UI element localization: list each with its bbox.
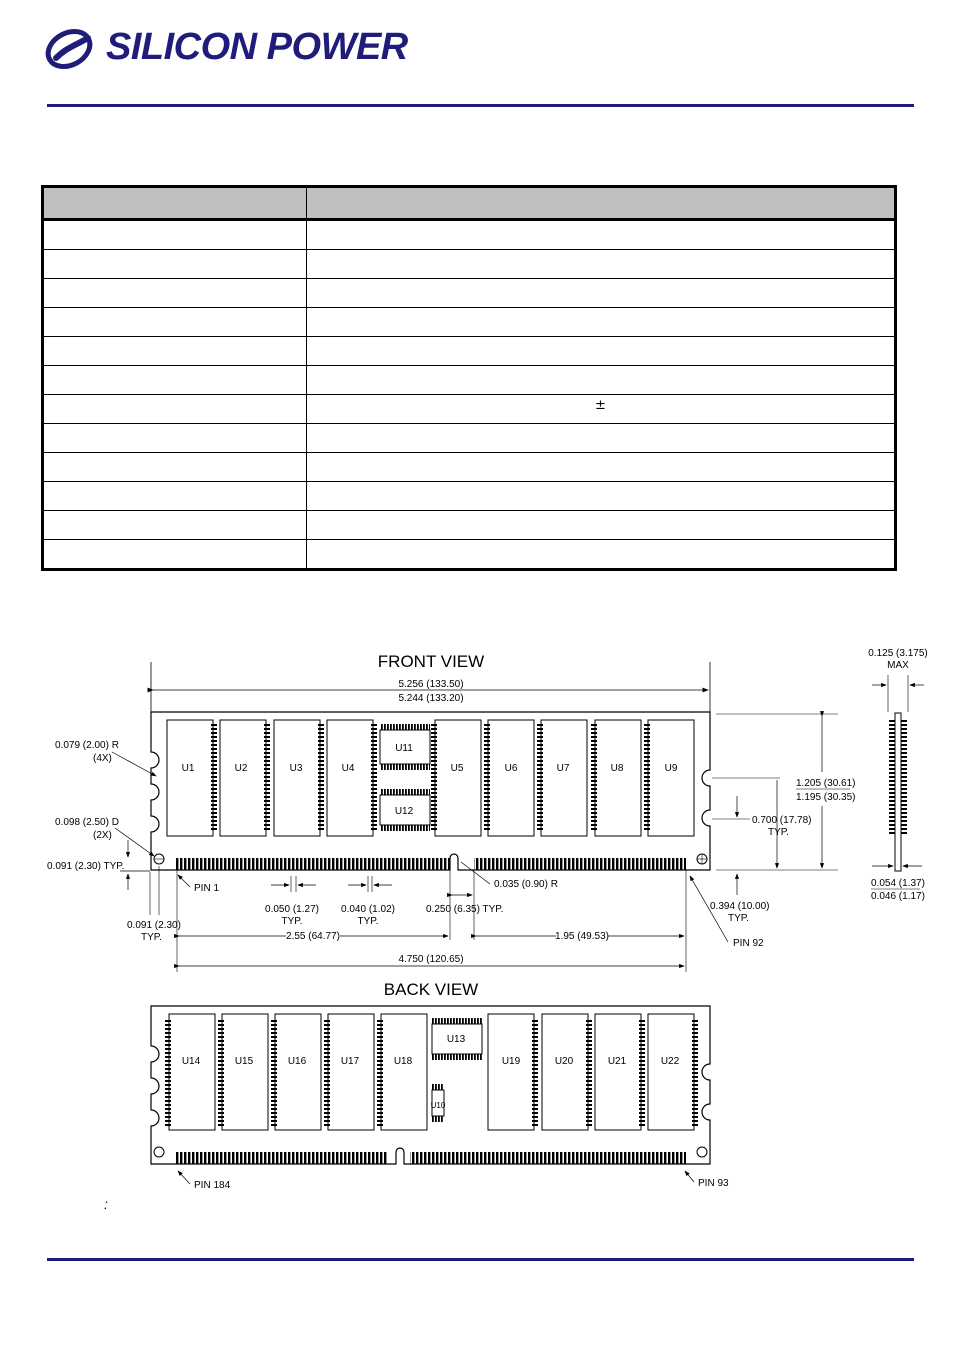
dram-chip: [169, 1014, 215, 1130]
dram-chip: [595, 1014, 641, 1130]
back-view-title: BACK VIEW: [383, 980, 479, 999]
height-max-label: 1.205 (30.61): [796, 778, 856, 789]
dram-chip: [488, 1014, 534, 1130]
chip-label: U5: [450, 763, 464, 774]
key-radius-label: 0.035 (0.90) R: [494, 879, 558, 890]
chip-leads: [264, 724, 270, 832]
dram-chip: [275, 1014, 321, 1130]
front-pins-left: [175, 858, 451, 870]
dram-chip: [541, 720, 587, 836]
hole-diameter-label: 0.098 (2.50) D: [55, 817, 119, 828]
chip-label: U14: [181, 1056, 201, 1067]
chip-leads: [639, 1018, 645, 1126]
hole-height-typ: TYP.: [768, 827, 789, 838]
chip-label: U17: [340, 1056, 360, 1067]
chip-leads: [318, 724, 324, 832]
back-pins-right: [410, 1152, 686, 1164]
dram-chip: [488, 720, 534, 836]
pcb-max-label: 0.054 (1.37): [871, 878, 925, 889]
note-mark: :: [104, 1196, 108, 1212]
back-pins-left: [175, 1152, 387, 1164]
chip-leads: [692, 1018, 698, 1126]
side-chip-back: [901, 720, 907, 836]
thickness-max-label: 0.125 (3.175): [868, 648, 928, 659]
chip-label: U11: [395, 743, 413, 754]
chip-label: U8: [610, 763, 624, 774]
chip-label: U12: [394, 806, 414, 817]
front-view-title: FRONT VIEW: [377, 652, 485, 671]
chip-leads: [324, 1018, 330, 1126]
chip-label: U7: [556, 763, 570, 774]
edge-offset-bottom-typ: TYP.: [141, 932, 162, 943]
dim-width-max: 5.256 (133.50): [398, 679, 464, 690]
chip-leads: [211, 724, 217, 832]
front-pins-right: [474, 858, 686, 870]
chip-label: U9: [664, 763, 678, 774]
dram-chip: [222, 1014, 268, 1130]
dram-chip: [167, 720, 213, 836]
mount-hole: [697, 1147, 707, 1157]
chip-leads: [380, 724, 430, 730]
chip-leads: [432, 1116, 444, 1122]
pin-pitch-typ: TYP.: [281, 916, 303, 927]
chip-leads: [380, 825, 430, 831]
side-pcb: [895, 713, 901, 871]
chip-leads: [432, 1018, 482, 1024]
hole-height-label: 0.700 (17.78): [752, 815, 812, 826]
pin-height-label: 0.394 (10.00): [710, 901, 770, 912]
chip-leads: [537, 724, 543, 832]
side-chip-front: [889, 720, 895, 836]
chip-leads: [380, 789, 430, 795]
pin92-label: PIN 92: [733, 938, 764, 949]
chip-label: U16: [287, 1056, 307, 1067]
dram-chip: [220, 720, 266, 836]
chip-label: U3: [289, 763, 303, 774]
dim-width-min: 5.244 (133.20): [398, 693, 464, 704]
chip-label: U15: [234, 1056, 254, 1067]
chip-label: U19: [501, 1056, 521, 1067]
mount-hole: [154, 1147, 164, 1157]
pin-width-label: 0.040 (1.02): [341, 904, 395, 915]
hole-diameter-count: (2X): [93, 830, 112, 841]
brand-name: SILICON POWER: [106, 26, 408, 68]
chip-leads: [591, 724, 597, 832]
chip-leads: [431, 724, 437, 832]
dram-chip: [542, 1014, 588, 1130]
chip-label: U20: [554, 1056, 574, 1067]
chip-leads: [377, 1018, 383, 1126]
edge-offset-bottom: 0.091 (2.30): [127, 920, 181, 931]
chip-leads: [644, 724, 650, 832]
height-min-label: 1.195 (30.35): [796, 792, 856, 803]
pcb-min-label: 0.046 (1.17): [871, 891, 925, 902]
chip-leads: [380, 764, 430, 770]
chip-leads: [218, 1018, 224, 1126]
chip-leads: [271, 1018, 277, 1126]
pin-height-typ: TYP.: [728, 913, 749, 924]
pin1-label: PIN 1: [194, 883, 220, 894]
dram-chip: [381, 1014, 427, 1130]
dram-chip: [648, 1014, 694, 1130]
chip-label: U10: [430, 1101, 446, 1110]
chip-label: U21: [607, 1056, 627, 1067]
chip-leads: [432, 1054, 482, 1060]
dram-chip: [648, 720, 694, 836]
chip-label: U22: [660, 1056, 680, 1067]
pin184-label: PIN 184: [194, 1180, 231, 1191]
pin-width-typ: TYP.: [357, 916, 379, 927]
chip-leads: [432, 1084, 444, 1090]
dram-chip: [328, 1014, 374, 1130]
back-pcb-outline: [151, 1006, 710, 1164]
dim-right-label: 1.95 (49.53): [555, 931, 609, 942]
chip-label: U13: [446, 1034, 466, 1045]
dram-chip: [595, 720, 641, 836]
thickness-max-sub: MAX: [887, 660, 909, 671]
pin93-label: PIN 93: [698, 1178, 729, 1189]
chip-label: U18: [393, 1056, 413, 1067]
hole-radius-count: (4X): [93, 753, 112, 764]
dim-total-label: 4.750 (120.65): [398, 954, 464, 965]
dram-chip: [327, 720, 373, 836]
chip-leads: [165, 1018, 171, 1126]
dram-chip: [274, 720, 320, 836]
footer-rule: [47, 1258, 914, 1261]
edge-offset-label: 0.091 (2.30) TYP.: [47, 861, 125, 872]
plus-minus-symbol: ±: [595, 398, 606, 413]
dim-left-label: 2.55 (64.77): [286, 931, 340, 942]
hole-radius-label: 0.079 (2.00) R: [55, 740, 119, 751]
chip-leads: [371, 724, 377, 832]
chip-label: U1: [181, 763, 195, 774]
key-notch-label: 0.250 (6.35) TYP.: [426, 904, 504, 915]
chip-label: U4: [341, 763, 355, 774]
chip-leads: [586, 1018, 592, 1126]
chip-leads: [484, 724, 490, 832]
chip-label: U6: [504, 763, 518, 774]
dram-chip: [435, 720, 481, 836]
chip-label: U2: [234, 763, 248, 774]
pin-pitch-label: 0.050 (1.27): [265, 904, 319, 915]
chip-leads: [532, 1018, 538, 1126]
